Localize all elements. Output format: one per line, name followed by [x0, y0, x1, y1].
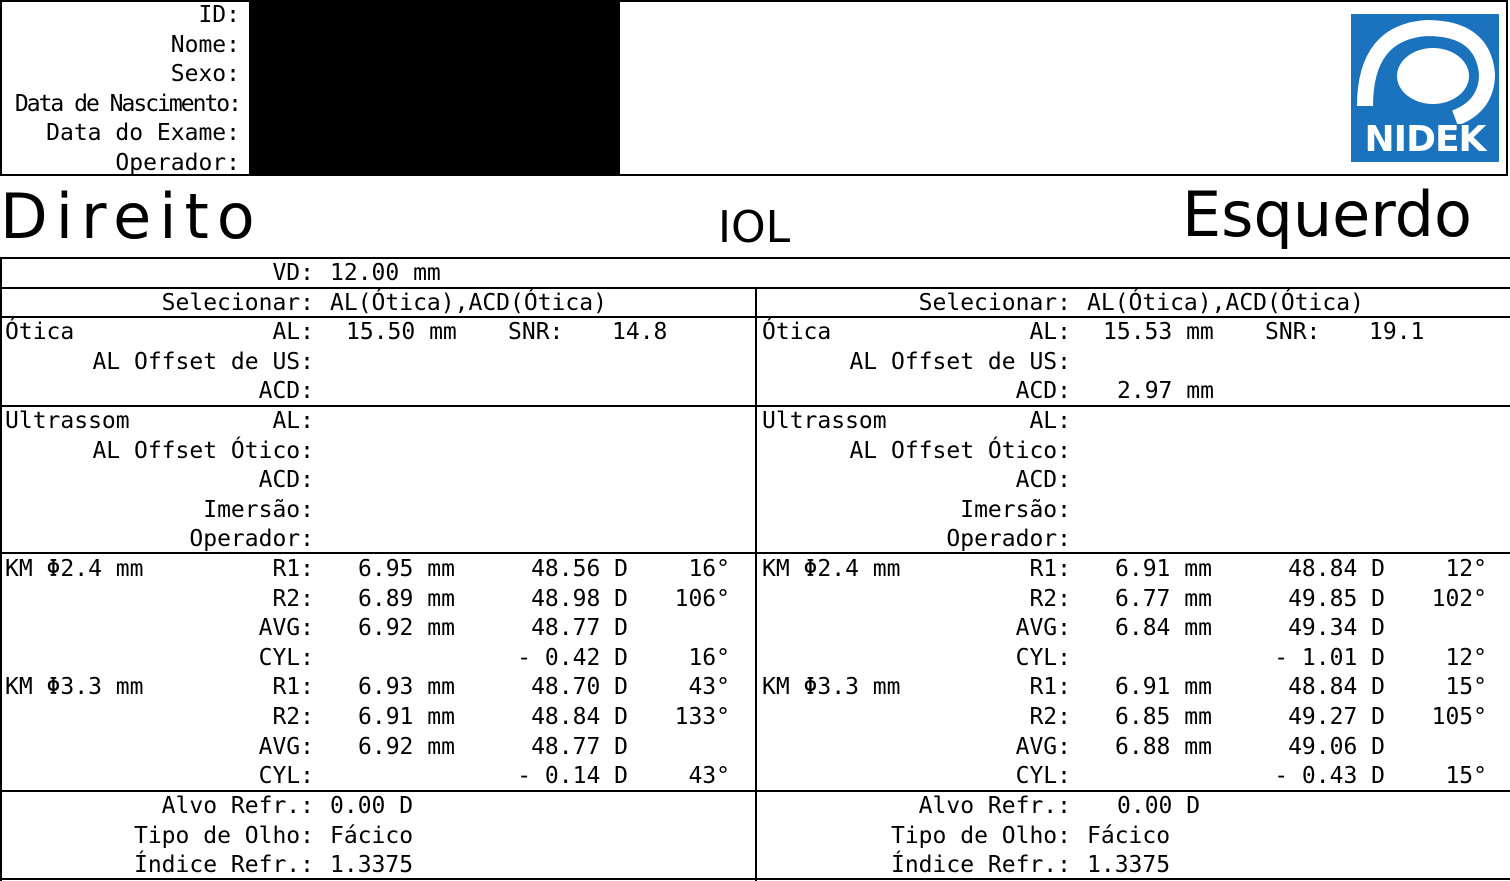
- vd-label: VD:: [272, 260, 314, 286]
- right-km1-km-diopter-value: 48.56 D: [531, 556, 628, 582]
- right-target-value: 0.00 D: [330, 793, 414, 819]
- right-km2-km-diopter-value: - 0.14 D: [517, 763, 628, 790]
- left-km2-km-diopter-value: 49.27 D: [1288, 704, 1385, 730]
- left-eye-title: Esquerdo: [1182, 178, 1472, 251]
- right-km1-title: KM Φ2.4 mm: [5, 556, 144, 582]
- right-km2-km-label: AVG:: [258, 733, 314, 760]
- right-km1-km-diopter-value: 48.77 D: [531, 615, 628, 642]
- right-us-title: Ultrassom: [5, 408, 130, 434]
- left-optic-acd-label: ACD:: [1015, 378, 1071, 404]
- right-refr-index-value: 1.3375: [330, 852, 414, 878]
- left-optic-al: 15.53 mm: [1103, 319, 1214, 345]
- right-select-value: AL(Ótica),ACD(Ótica): [330, 290, 607, 316]
- right-optic-al: 15.50 mm: [346, 319, 457, 345]
- left-km1-km-mm-value: 6.91 mm: [1115, 556, 1212, 582]
- right-km1-km-diopter-value: - 0.42 D: [517, 644, 628, 671]
- right-select-label: Selecionar:: [161, 290, 314, 316]
- left-km1-km-axis-value: 12°: [1445, 644, 1487, 671]
- left-us-title: Ultrassom: [762, 408, 887, 434]
- right-target-label: Alvo Refr.:: [161, 793, 314, 819]
- left-refr-index-label: Índice Refr.:: [890, 852, 1071, 878]
- left-km2-km-diopter-value: 48.84 D: [1288, 674, 1385, 701]
- left-km2-km-diopter-value: 49.06 D: [1288, 733, 1385, 760]
- left-us-operator-label: Operador:: [946, 526, 1071, 552]
- right-us-acd-label: ACD:: [258, 467, 314, 493]
- left-km1-km-label: R2:: [1029, 585, 1071, 612]
- left-km2-km-mm-value: 6.85 mm: [1115, 704, 1212, 730]
- right-km1-km-mm-value: 6.92 mm: [358, 615, 455, 642]
- left-optic-acd: 2.97 mm: [1117, 378, 1214, 404]
- right-km1-km-label: R2:: [272, 585, 314, 612]
- left-target-label: Alvo Refr.:: [918, 793, 1071, 819]
- right-eye-title: Direito: [0, 180, 263, 253]
- left-refr-index-value: 1.3375: [1087, 852, 1171, 878]
- vd-value: 12.00 mm: [330, 260, 441, 286]
- operator-label: Operador:: [115, 150, 240, 176]
- right-km2-km-mm-value: 6.92 mm: [358, 733, 455, 760]
- right-snr-label: SNR:: [508, 319, 564, 345]
- right-km2-km-label: CYL:: [258, 763, 314, 790]
- logo-text: NIDEK: [1364, 119, 1486, 160]
- right-km2-km-axis-value: 43°: [688, 763, 730, 790]
- right-refr-index-label: Índice Refr.:: [133, 852, 314, 878]
- right-km1-km-axis-value: 16°: [688, 556, 730, 582]
- exam-date-label: Data do Exame:: [46, 120, 240, 146]
- right-us-offset-label: AL Offset Ótico:: [92, 438, 314, 464]
- left-km2-km-axis-value: 15°: [1445, 763, 1487, 790]
- right-km2-km-axis-value: 133°: [674, 704, 730, 730]
- right-km2-km-axis-value: 43°: [688, 674, 730, 701]
- right-eye-type-value: Fácico: [330, 823, 414, 849]
- right-km1-km-label: CYL:: [258, 644, 314, 671]
- left-eye-type-label: Tipo de Olho:: [890, 823, 1071, 849]
- right-km2-km-label: R2:: [272, 704, 314, 730]
- left-km1-km-label: R1:: [1029, 556, 1071, 582]
- right-snr: 14.8: [612, 319, 668, 345]
- birth-date-label: Data de Nascimento:: [14, 91, 240, 117]
- left-optic-offset-label: AL Offset de US:: [849, 349, 1071, 375]
- left-km2-km-label: AVG:: [1015, 733, 1071, 760]
- left-km1-km-diopter-value: 48.84 D: [1288, 556, 1385, 582]
- right-km2-km-diopter-value: 48.77 D: [531, 733, 628, 760]
- right-optic-title: Ótica: [5, 319, 75, 345]
- left-km2-km-axis-value: 15°: [1445, 674, 1487, 701]
- left-us-acd-label: ACD:: [1015, 467, 1071, 493]
- left-optic-al-label: AL:: [1029, 319, 1071, 345]
- right-eye-type-label: Tipo de Olho:: [133, 823, 314, 849]
- left-km1-km-diopter-value: 49.85 D: [1288, 585, 1385, 612]
- left-km2-km-label: R2:: [1029, 704, 1071, 730]
- left-us-immersion-label: Imersão:: [960, 497, 1071, 523]
- right-us-operator-label: Operador:: [189, 526, 314, 552]
- left-select-label: Selecionar:: [918, 290, 1071, 316]
- right-km1-km-label: R1:: [272, 556, 314, 582]
- left-km2-km-label: CYL:: [1015, 763, 1071, 790]
- left-select-value: AL(Ótica),ACD(Ótica): [1087, 290, 1364, 316]
- right-optic-acd-label: ACD:: [258, 378, 314, 404]
- left-km2-km-diopter-value: - 0.43 D: [1274, 763, 1385, 790]
- right-km1-km-mm-value: 6.95 mm: [358, 556, 455, 582]
- right-km2-km-label: R1:: [272, 674, 314, 701]
- id-label: ID:: [198, 2, 240, 28]
- name-label: Nome:: [170, 32, 240, 58]
- iol-title: IOL: [718, 202, 791, 253]
- right-km1-km-mm-value: 6.89 mm: [358, 585, 455, 612]
- left-snr: 19.1: [1369, 319, 1425, 345]
- right-us-al-label: AL:: [272, 408, 314, 434]
- left-km2-title: KM Φ3.3 mm: [762, 674, 901, 700]
- right-optic-offset-label: AL Offset de US:: [92, 349, 314, 375]
- left-km1-title: KM Φ2.4 mm: [762, 556, 901, 582]
- right-km1-km-axis-value: 106°: [674, 585, 730, 612]
- right-km1-km-diopter-value: 48.98 D: [531, 585, 628, 612]
- right-km2-km-diopter-value: 48.70 D: [531, 674, 628, 701]
- eye-icon: [1351, 14, 1499, 124]
- left-us-al-label: AL:: [1029, 408, 1071, 434]
- left-km1-km-mm-value: 6.84 mm: [1115, 615, 1212, 642]
- right-us-immersion-label: Imersão:: [203, 497, 314, 523]
- redacted-patient-data: [249, 2, 620, 176]
- right-km1-km-label: AVG:: [258, 615, 314, 642]
- left-snr-label: SNR:: [1265, 319, 1321, 345]
- left-km1-km-label: AVG:: [1015, 615, 1071, 642]
- left-eye-type-value: Fácico: [1087, 823, 1171, 849]
- left-km2-km-label: R1:: [1029, 674, 1071, 701]
- sex-label: Sexo:: [170, 61, 240, 87]
- left-us-offset-label: AL Offset Ótico:: [849, 438, 1071, 464]
- left-km1-km-diopter-value: 49.34 D: [1288, 615, 1385, 642]
- left-km1-km-label: CYL:: [1015, 644, 1071, 671]
- right-km2-title: KM Φ3.3 mm: [5, 674, 144, 700]
- left-optic-title: Ótica: [762, 319, 832, 345]
- right-km2-km-diopter-value: 48.84 D: [531, 704, 628, 730]
- left-km1-km-diopter-value: - 1.01 D: [1274, 644, 1385, 671]
- nidek-logo: [1351, 14, 1499, 162]
- left-target-value: 0.00 D: [1117, 793, 1201, 819]
- left-km2-km-mm-value: 6.88 mm: [1115, 733, 1212, 760]
- left-km1-km-axis-value: 102°: [1431, 585, 1487, 612]
- left-km1-km-mm-value: 6.77 mm: [1115, 585, 1212, 612]
- left-km2-km-axis-value: 105°: [1431, 704, 1487, 730]
- right-km2-km-mm-value: 6.91 mm: [358, 704, 455, 730]
- right-km2-km-mm-value: 6.93 mm: [358, 674, 455, 701]
- right-km1-km-axis-value: 16°: [688, 644, 730, 671]
- left-km2-km-mm-value: 6.91 mm: [1115, 674, 1212, 701]
- right-optic-al-label: AL:: [272, 319, 314, 345]
- left-km1-km-axis-value: 12°: [1445, 556, 1487, 582]
